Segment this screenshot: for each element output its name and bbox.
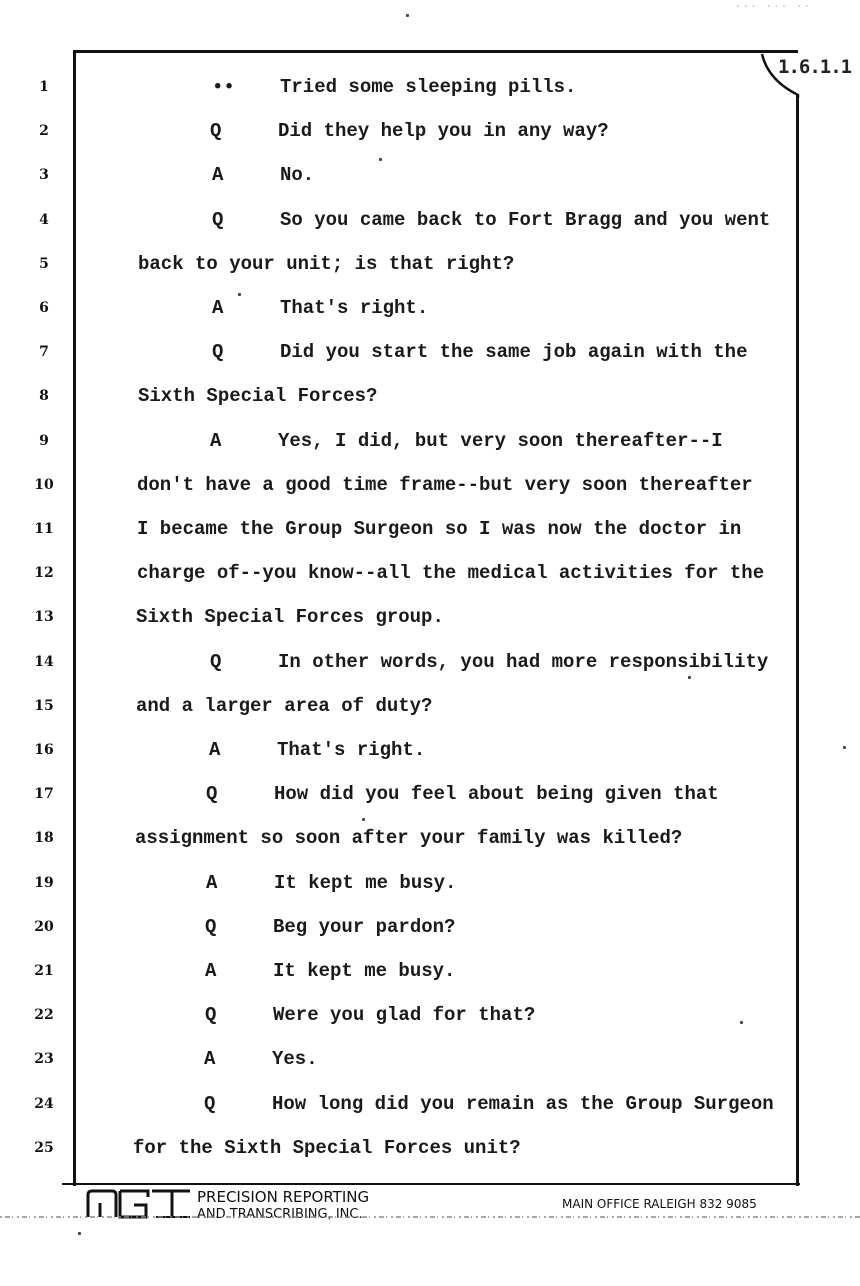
line-number: 9 [39, 432, 49, 449]
speaker-label: Q [212, 341, 224, 364]
testimony-text: Beg your pardon? [273, 915, 456, 938]
line-number: 5 [39, 255, 49, 272]
line-number: 14 [34, 653, 54, 670]
line-number: 24 [34, 1095, 54, 1112]
line-number: 17 [34, 786, 54, 803]
speck [238, 293, 241, 296]
speck [688, 676, 691, 679]
speaker-label: A [212, 164, 224, 187]
speaker-label: A [204, 1048, 216, 1071]
line-number: 1 [39, 79, 49, 95]
testimony-text: Yes. [272, 1048, 318, 1071]
page-border-right [796, 95, 799, 1186]
line-number: 3 [39, 167, 49, 184]
speaker-label: A [209, 739, 221, 761]
speaker-label: Q [204, 1092, 216, 1115]
testimony-text: That's right. [277, 739, 426, 761]
line-number: 11 [34, 521, 54, 537]
testimony-continuation: Sixth Special Forces? [138, 385, 378, 408]
testimony-continuation: charge of--you know--all the medical activities for the [137, 562, 765, 585]
line-number: 13 [34, 609, 54, 626]
testimony-text: In other words, you had more responsibility [278, 650, 769, 673]
speaker-label: A [210, 429, 222, 452]
testimony-text: How long did you remain as the Group Surgeon [272, 1092, 774, 1115]
line-number: 18 [34, 830, 54, 847]
testimony-continuation: assignment so soon after your family was killed? [135, 827, 683, 850]
speck [78, 1232, 81, 1235]
speaker-label: Q [205, 915, 217, 938]
top-right-faint-mark: ··· ··· ·· [735, 0, 812, 13]
line-number: 16 [34, 742, 54, 758]
speck [740, 1021, 743, 1024]
line-number: 6 [39, 300, 49, 316]
page-corner-stamp: 1.6.1.1 [778, 56, 852, 78]
testimony-text: That's right. [280, 297, 429, 319]
page-border-top [73, 50, 798, 53]
page-border-left [73, 51, 76, 1186]
speaker-label: Q [205, 1004, 217, 1027]
speaker-label: Q [210, 120, 222, 143]
line-number: 21 [34, 963, 54, 979]
line-number: 2 [39, 123, 49, 140]
scan-noise-line [0, 1214, 860, 1220]
testimony-text: Did they help you in any way? [278, 120, 609, 143]
testimony-continuation: for the Sixth Special Forces unit? [133, 1136, 521, 1159]
footer-company-line-2: AND TRANSCRIBING, INC. [197, 1207, 363, 1222]
testimony-continuation: don't have a good time frame--but very soon thereafter [137, 473, 753, 496]
speck [362, 818, 365, 821]
speck [843, 746, 846, 749]
speck [379, 158, 382, 161]
testimony-continuation: Sixth Special Forces group. [136, 606, 444, 629]
testimony-text: No. [280, 164, 315, 187]
speaker-label: Q [210, 650, 222, 673]
speaker-label: Q [206, 783, 218, 806]
line-number: 15 [34, 697, 54, 714]
speaker-label: •• [212, 76, 235, 98]
line-number: 23 [34, 1051, 54, 1068]
testimony-continuation: back to your unit; is that right? [138, 252, 515, 275]
speaker-label: A [212, 297, 224, 319]
testimony-text: Yes, I did, but very soon thereafter--I [278, 429, 723, 452]
testimony-text: Were you glad for that? [273, 1004, 536, 1027]
testimony-continuation: I became the Group Surgeon so I was now the doctor in [137, 518, 742, 540]
line-number: 7 [39, 344, 49, 361]
speaker-label: A [206, 871, 218, 894]
line-number: 20 [34, 918, 54, 935]
speaker-label: Q [212, 208, 224, 231]
footer-company-line-1: PRECISION REPORTING [197, 1188, 370, 1206]
line-number: 22 [34, 1007, 54, 1024]
testimony-continuation: and a larger area of duty? [136, 694, 433, 717]
line-number: 8 [39, 388, 49, 405]
testimony-text: So you came back to Fort Bragg and you went [280, 208, 771, 231]
testimony-text: It kept me busy. [273, 960, 456, 982]
line-number: 4 [39, 211, 49, 228]
speaker-label: A [205, 960, 217, 982]
line-number: 10 [34, 476, 54, 493]
line-number: 25 [34, 1139, 54, 1156]
line-number: 19 [34, 874, 54, 891]
testimony-text: How did you feel about being given that [274, 783, 719, 806]
testimony-text: Did you start the same job again with the [280, 341, 748, 364]
page-border-bottom [62, 1183, 800, 1185]
footer-office-info: MAIN OFFICE RALEIGH 832 9085 [562, 1197, 757, 1211]
testimony-text: Tried some sleeping pills. [280, 76, 577, 98]
speck [406, 14, 409, 17]
line-number: 12 [34, 565, 54, 582]
testimony-text: It kept me busy. [274, 871, 457, 894]
